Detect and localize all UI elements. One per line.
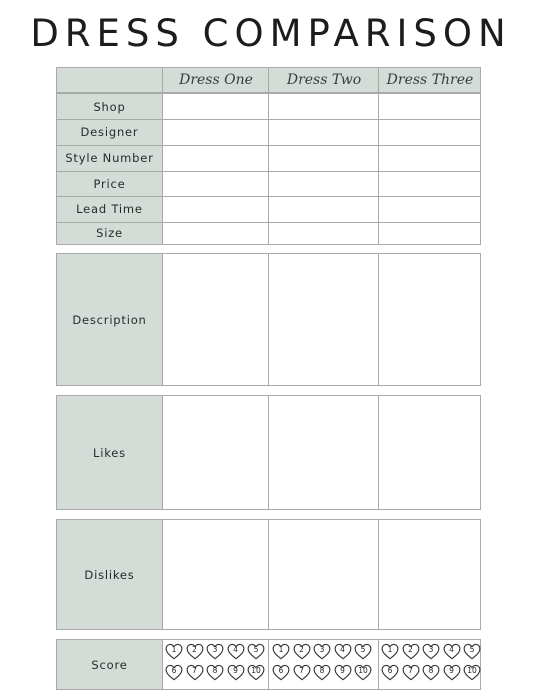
row-label-style-number: Style Number — [57, 145, 163, 171]
heart-icon[interactable] — [313, 664, 331, 681]
heart-icon[interactable] — [206, 643, 224, 660]
heart-icon[interactable] — [227, 664, 245, 681]
description-label: Description — [57, 254, 163, 385]
heart-number: 2 — [299, 645, 304, 654]
heart-icon[interactable] — [354, 664, 372, 681]
heart-icon[interactable] — [463, 664, 481, 681]
likes-section — [56, 395, 481, 510]
heart-icon[interactable] — [186, 643, 204, 660]
heart-number: 6 — [387, 666, 393, 675]
heart-number: 5 — [360, 645, 366, 654]
dislikes-section — [56, 519, 481, 630]
heart-icon[interactable] — [206, 664, 224, 681]
heart-icon[interactable] — [422, 643, 440, 660]
heart-icon[interactable] — [247, 664, 265, 681]
row-label-size: Size — [57, 222, 163, 244]
heart-icon[interactable] — [186, 664, 204, 681]
heart-number: 7 — [408, 666, 413, 675]
score-section — [56, 639, 481, 690]
heart-icon[interactable] — [354, 643, 372, 660]
heart-icon[interactable] — [381, 643, 399, 660]
heart-number: 10 — [358, 666, 368, 675]
heart-number: 7 — [192, 666, 197, 675]
heart-number: 8 — [319, 666, 325, 675]
heart-number: 5 — [469, 645, 475, 654]
heart-number: 8 — [212, 666, 218, 675]
heart-icon[interactable] — [422, 664, 440, 681]
heart-icon[interactable] — [443, 664, 461, 681]
heart-icon[interactable] — [402, 643, 420, 660]
heart-number: 4 — [233, 645, 238, 654]
column-header-dress-three: Dress Three — [378, 68, 481, 92]
heart-number: 1 — [387, 645, 393, 654]
heart-number: 8 — [428, 666, 434, 675]
column-header-dress-one: Dress One — [162, 68, 269, 92]
column-divider — [378, 520, 379, 629]
column-divider — [378, 396, 379, 509]
info-table — [56, 93, 481, 245]
heart-number: 2 — [192, 645, 197, 654]
heart-icon[interactable] — [443, 643, 461, 660]
heart-icon[interactable] — [463, 643, 481, 660]
heart-number: 5 — [253, 645, 259, 654]
heart-number: 7 — [299, 666, 304, 675]
column-header-row — [56, 67, 481, 93]
page-title: DRESS COMPARISON — [30, 12, 512, 55]
heart-icon[interactable] — [334, 643, 352, 660]
heart-number: 1 — [171, 645, 177, 654]
heart-icon[interactable] — [247, 643, 265, 660]
heart-number: 10 — [251, 666, 261, 675]
heart-number: 9 — [233, 666, 238, 675]
heart-icon[interactable] — [227, 643, 245, 660]
column-divider — [378, 94, 379, 244]
heart-number: 6 — [278, 666, 284, 675]
heart-number: 1 — [278, 645, 284, 654]
heart-number: 2 — [408, 645, 413, 654]
heart-icon[interactable] — [381, 664, 399, 681]
dislikes-label: Dislikes — [57, 520, 163, 629]
row-label-lead-time: Lead Time — [57, 196, 163, 222]
column-divider — [378, 254, 379, 385]
heart-number: 10 — [467, 666, 477, 675]
heart-icon[interactable] — [293, 643, 311, 660]
heart-icon[interactable] — [313, 643, 331, 660]
column-divider — [378, 640, 379, 689]
heart-number: 9 — [449, 666, 454, 675]
row-label-shop: Shop — [57, 94, 163, 119]
heart-number: 4 — [449, 645, 454, 654]
column-header-dress-two: Dress Two — [268, 68, 379, 92]
column-divider — [268, 254, 269, 385]
heart-icon[interactable] — [272, 643, 290, 660]
column-divider — [268, 94, 269, 244]
heart-number: 4 — [340, 645, 345, 654]
heart-number: 3 — [319, 645, 325, 654]
column-divider — [268, 640, 269, 689]
likes-label: Likes — [57, 396, 163, 509]
column-divider — [268, 396, 269, 509]
heart-icon[interactable] — [272, 664, 290, 681]
score-label: Score — [57, 640, 163, 689]
heart-number: 3 — [212, 645, 218, 654]
row-label-price: Price — [57, 171, 163, 196]
heart-number: 9 — [340, 666, 345, 675]
heart-icon[interactable] — [402, 664, 420, 681]
heart-icon[interactable] — [165, 643, 183, 660]
heart-number: 3 — [428, 645, 434, 654]
heart-icon[interactable] — [165, 664, 183, 681]
heart-icon[interactable] — [334, 664, 352, 681]
column-divider — [268, 520, 269, 629]
heart-icon[interactable] — [293, 664, 311, 681]
description-section — [56, 253, 481, 386]
row-label-designer: Designer — [57, 119, 163, 145]
heart-number: 6 — [171, 666, 177, 675]
